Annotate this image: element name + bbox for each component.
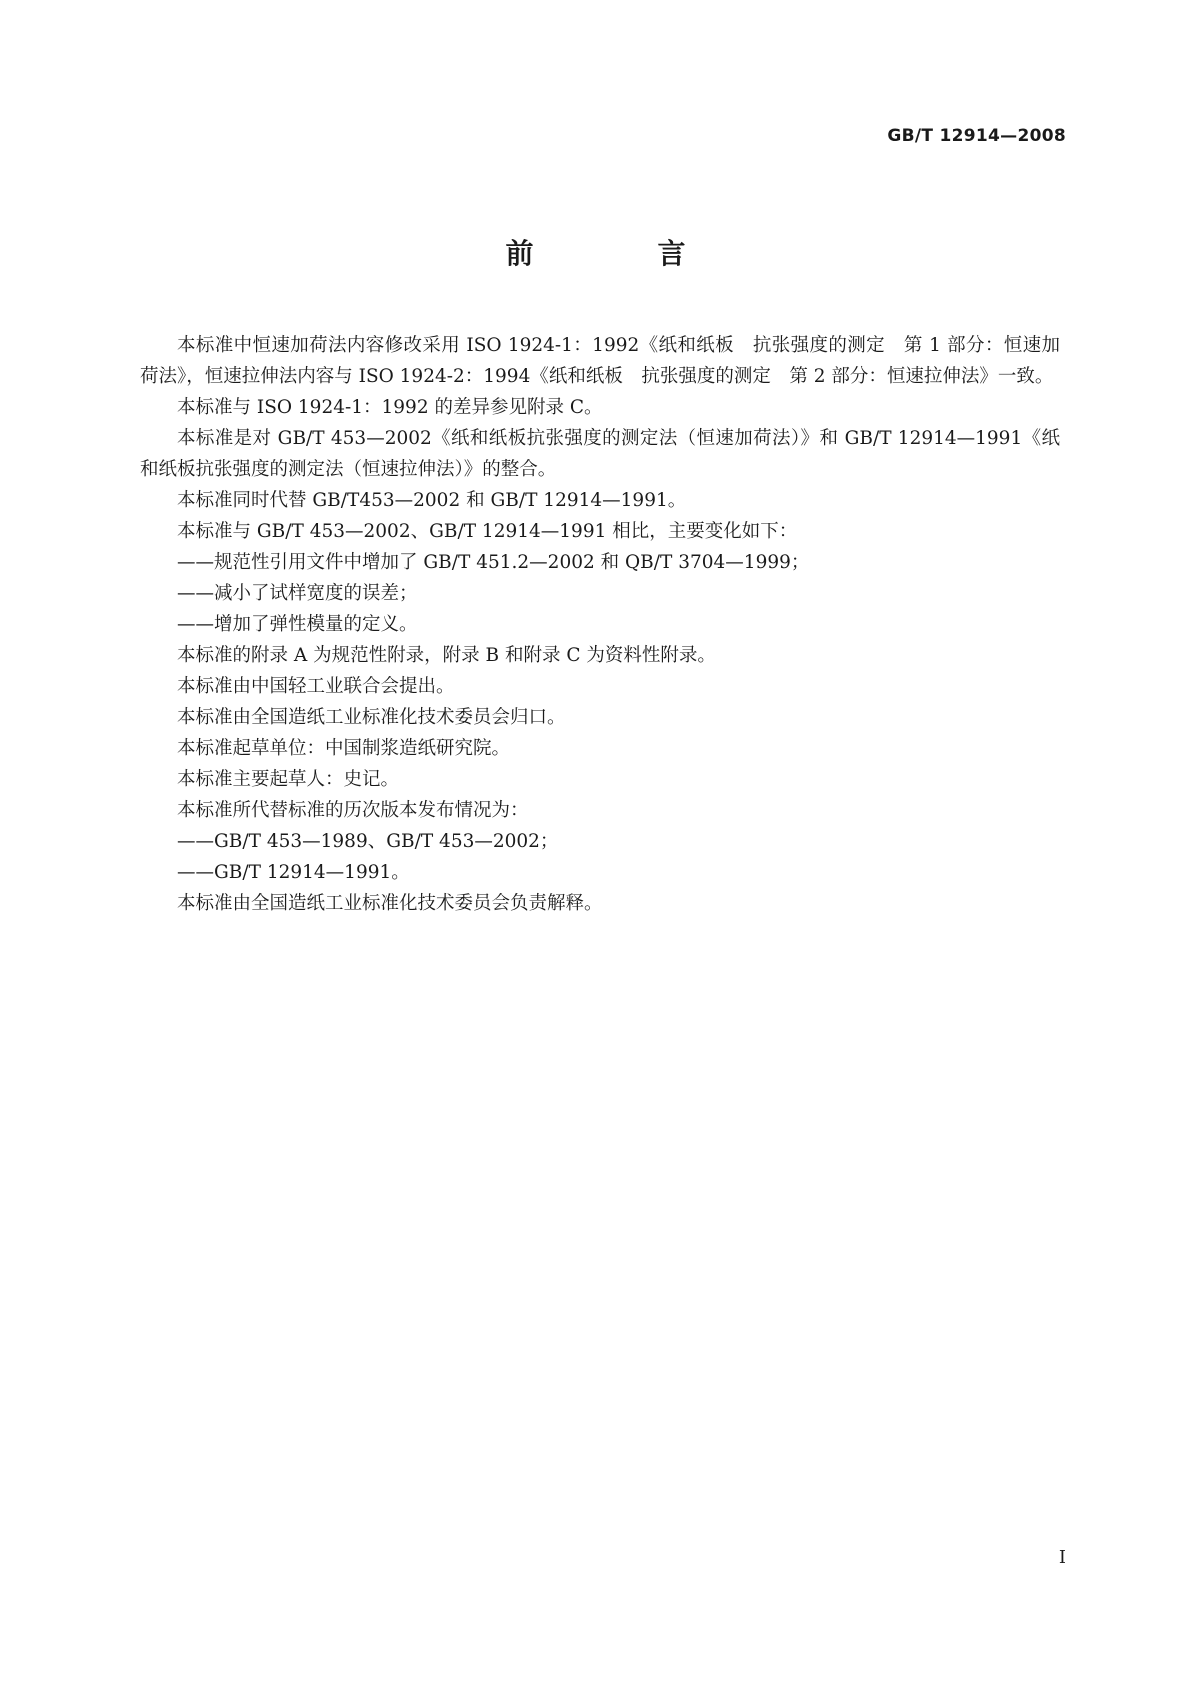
paragraph-changes-intro: 本标准与 GB/T 453—2002、GB/T 12914—1991 相比，主要变化如下： — [177, 521, 798, 542]
paragraph-annexes: 本标准的附录 A 为规范性附录，附录 B 和附录 C 为资料性附录。 — [177, 645, 716, 666]
page-number: I — [1058, 1547, 1066, 1568]
change-item-1: ——规范性引用文件中增加了 GB/T 451.2—2002 和 QB/T 3704—1999； — [177, 552, 810, 573]
paragraph-drafter: 本标准主要起草人：史记。 — [177, 769, 400, 790]
paragraph-differences: 本标准与 ISO 1924-1：1992 的差异参见附录 C。 — [177, 397, 603, 418]
paragraph-history-intro: 本标准所代替标准的历次版本发布情况为： — [177, 800, 529, 821]
foreword-body — [140, 330, 1060, 919]
history-item-1: ——GB/T 453—1989、GB/T 453—2002； — [177, 831, 559, 852]
paragraph-integration: 本标准是对 GB/T 453—2002《纸和纸板抗张强度的测定法（恒速加荷法）》和 GB/T 12914—1991《纸和纸板抗张强度的测定法（恒速拉伸法）》的整合。 — [140, 428, 1060, 480]
paragraph-adoption: 本标准中恒速加荷法内容修改采用 ISO 1924-1：1992《纸和纸板 抗张强度的测定 第 1 部分：恒速加荷法》，恒速拉伸法内容与 ISO 1924-2：1994《纸和纸板 抗张强度的测定 第 2 部分：恒速拉伸法》一致。 — [140, 335, 1060, 387]
paragraph-drafting-unit: 本标准起草单位：中国制浆造纸研究院。 — [177, 738, 511, 759]
page-title: 前 言 — [505, 237, 734, 270]
paragraph-interpretation: 本标准由全国造纸工业标准化技术委员会负责解释。 — [177, 893, 603, 914]
paragraph-replaces: 本标准同时代替 GB/T453—2002 和 GB/T 12914—1991。 — [177, 490, 687, 511]
paragraph-committee: 本标准由全国造纸工业标准化技术委员会归口。 — [177, 707, 566, 728]
change-item-2: ——减小了试样宽度的误差； — [177, 583, 418, 604]
standard-code-header: GB/T 12914—2008 — [887, 126, 1066, 146]
paragraph-proposed-by: 本标准由中国轻工业联合会提出。 — [177, 676, 455, 697]
history-item-2: ——GB/T 12914—1991。 — [177, 862, 410, 883]
change-item-3: ——增加了弹性模量的定义。 — [177, 614, 418, 635]
